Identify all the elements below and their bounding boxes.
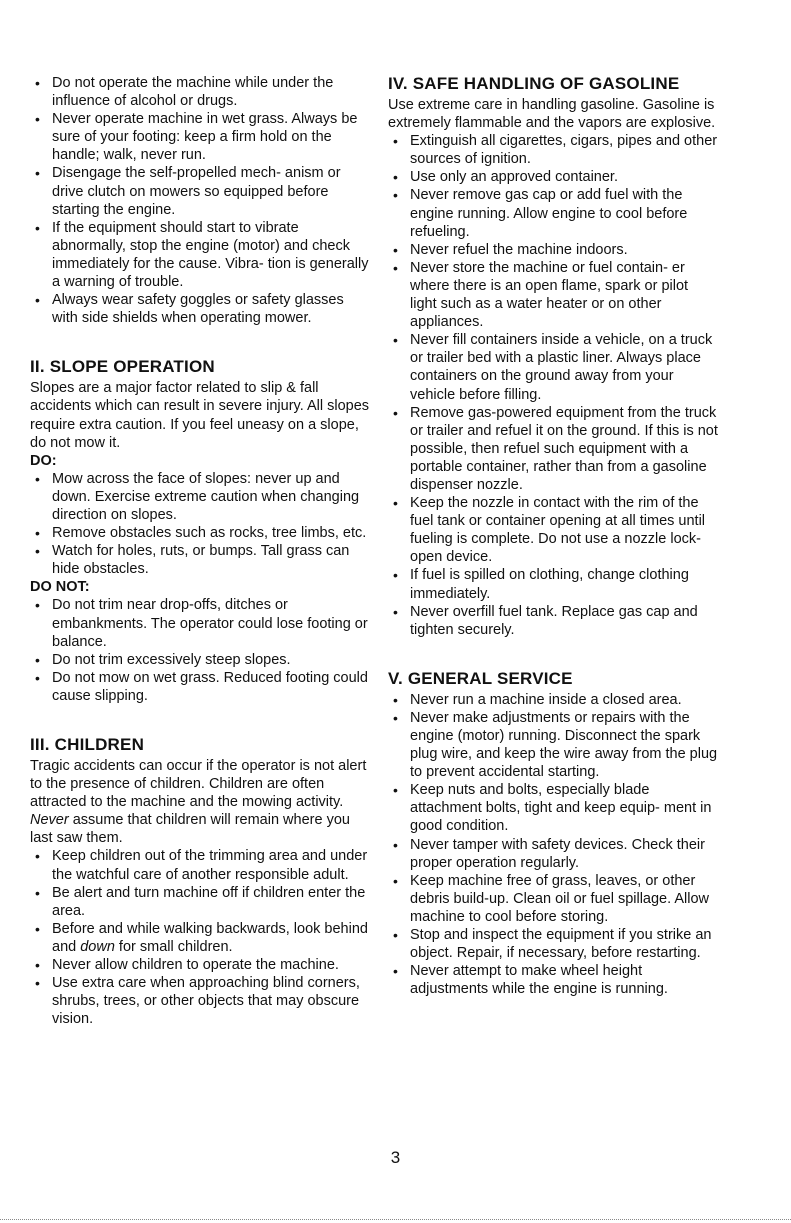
list-item: • Never fill containers inside a vehicle, on a truck or trailer bed with a plastic liner. Always place containers on the ground away from your vehicle before filling. — [388, 331, 718, 403]
service-list — [388, 691, 718, 999]
section-title-children: III. CHILDREN — [30, 735, 145, 754]
list-item: • Use extra care when approaching blind corners, shrubs, trees, or other objects that may obscure vision. — [30, 974, 370, 1028]
emphasis-down: down — [80, 938, 115, 955]
list-item: • Remove gas-powered equipment from the truck or trailer and refuel it on the ground. If this is not possible, then refuel such equipment with a portable container, rather than from a gasoline dispenser nozzle. — [388, 404, 718, 494]
list-item: • Stop and inspect the equipment if you strike an object. Repair, if necessary, before restarting. — [388, 926, 718, 962]
list-item: • Keep machine free of grass, leaves, or other debris build-up. Clean oil or fuel spillage. Allow machine to cool before storing. — [388, 872, 718, 926]
do-label: DO: — [30, 452, 57, 469]
list-item: • Do not trim excessively steep slopes. — [30, 651, 370, 669]
do-not-list — [30, 596, 370, 705]
list-item: • Never tamper with safety devices. Check their proper operation regularly. — [388, 836, 718, 872]
children-list — [30, 847, 370, 1028]
list-item: • Never refuel the machine indoors. — [388, 241, 718, 259]
section-title-general-service: V. GENERAL SERVICE — [388, 668, 573, 688]
list-item: • Never store the machine or fuel contain- er where there is an open flame, spark or pilot light such as a water heater or on other appliances. — [388, 259, 718, 331]
list-item: • Never remove gas cap or add fuel with the engine running. Allow engine to cool before refueling. — [388, 186, 718, 240]
list-item: • Mow across the face of slopes: never up and down. Exercise extreme caution when changing direction on slopes. — [30, 470, 370, 524]
right-column — [388, 74, 718, 998]
list-item: • Remove obstacles such as rocks, tree limbs, etc. — [30, 524, 370, 542]
list-item: • Never overfill fuel tank. Replace gas cap and tighten securely. — [388, 603, 718, 639]
page-edge-divider — [0, 1219, 791, 1221]
section-title-slope-operation: II. SLOPE OPERATION — [30, 357, 215, 377]
intro-list — [30, 74, 370, 327]
list-item: • Watch for holes, ruts, or bumps. Tall grass can hide obstacles. — [30, 542, 370, 578]
slope-intro: Slopes are a major factor related to slip & fall accidents which can result in severe injury. All slopes require extra caution. If you feel uneasy on a slope, do not mow it. — [30, 380, 370, 451]
list-item: • Never make adjustments or repairs with the engine (motor) running. Disconnect the spark plug wire, and keep the wire away from the plug to prevent accidental starting. — [388, 709, 718, 781]
list-item: • Keep the nozzle in contact with the rim of the fuel tank or container opening at all times until fueling is complete. Do not use a nozzle lock-open device. — [388, 494, 718, 566]
list-item: • Do not trim near drop-offs, ditches or embankments. The operator could lose footing or balance. — [30, 596, 370, 650]
section-title-gasoline: IV. SAFE HANDLING OF GASOLINE — [388, 74, 680, 93]
do-not-label: DO NOT: — [30, 579, 90, 596]
do-list — [30, 470, 370, 579]
list-item: • Disengage the self-propelled mech- anism or drive clutch on mowers so equipped before starting the engine. — [30, 164, 370, 218]
list-item: • Never operate machine in wet grass. Always be sure of your footing: keep a firm hold on the handle; walk, never run. — [30, 110, 370, 164]
list-item: • Never allow children to operate the machine. — [30, 956, 370, 974]
list-item: • Use only an approved container. — [388, 168, 718, 186]
emphasis-never: Never — [30, 812, 69, 829]
list-item: • Extinguish all cigarettes, cigars, pipes and other sources of ignition. — [388, 132, 718, 168]
list-item: • Keep children out of the trimming area and under the watchful care of another responsible adult. — [30, 847, 370, 883]
children-intro: Tragic accidents can occur if the operator is not alert to the presence of children. Children are often attracted to the machine and the mowing activity. Never assume that children will remain where you last saw them. — [30, 758, 367, 847]
list-item: • Keep nuts and bolts, especially blade attachment bolts, tight and keep equip- ment in good condition. — [388, 781, 718, 835]
gasoline-list — [388, 132, 718, 639]
list-item: • Be alert and turn machine off if children enter the area. — [30, 884, 370, 920]
gasoline-intro: Use extreme care in handling gasoline. Gasoline is extremely flammable and the vapors are explosive. — [388, 97, 716, 132]
list-item: • Do not operate the machine while under the influence of alcohol or drugs. — [30, 74, 370, 110]
list-item: • If fuel is spilled on clothing, change clothing immediately. — [388, 566, 718, 602]
list-item: • Always wear safety goggles or safety glasses with side shields when operating mower. — [30, 291, 370, 327]
list-item: • If the equipment should start to vibrate abnormally, stop the engine (motor) and check immediately for the cause. Vibra- tion is generally a warning of trouble. — [30, 219, 370, 291]
list-item: • Never run a machine inside a closed area. — [388, 691, 718, 709]
list-item: • Never attempt to make wheel height adjustments while the engine is running. — [388, 962, 718, 998]
list-item: • Do not mow on wet grass. Reduced footing could cause slipping. — [30, 669, 370, 705]
list-item: • Before and while walking backwards, look behind and down for small children. — [30, 920, 370, 956]
page-number: 3 — [390, 1148, 401, 1167]
left-column — [30, 74, 370, 1028]
